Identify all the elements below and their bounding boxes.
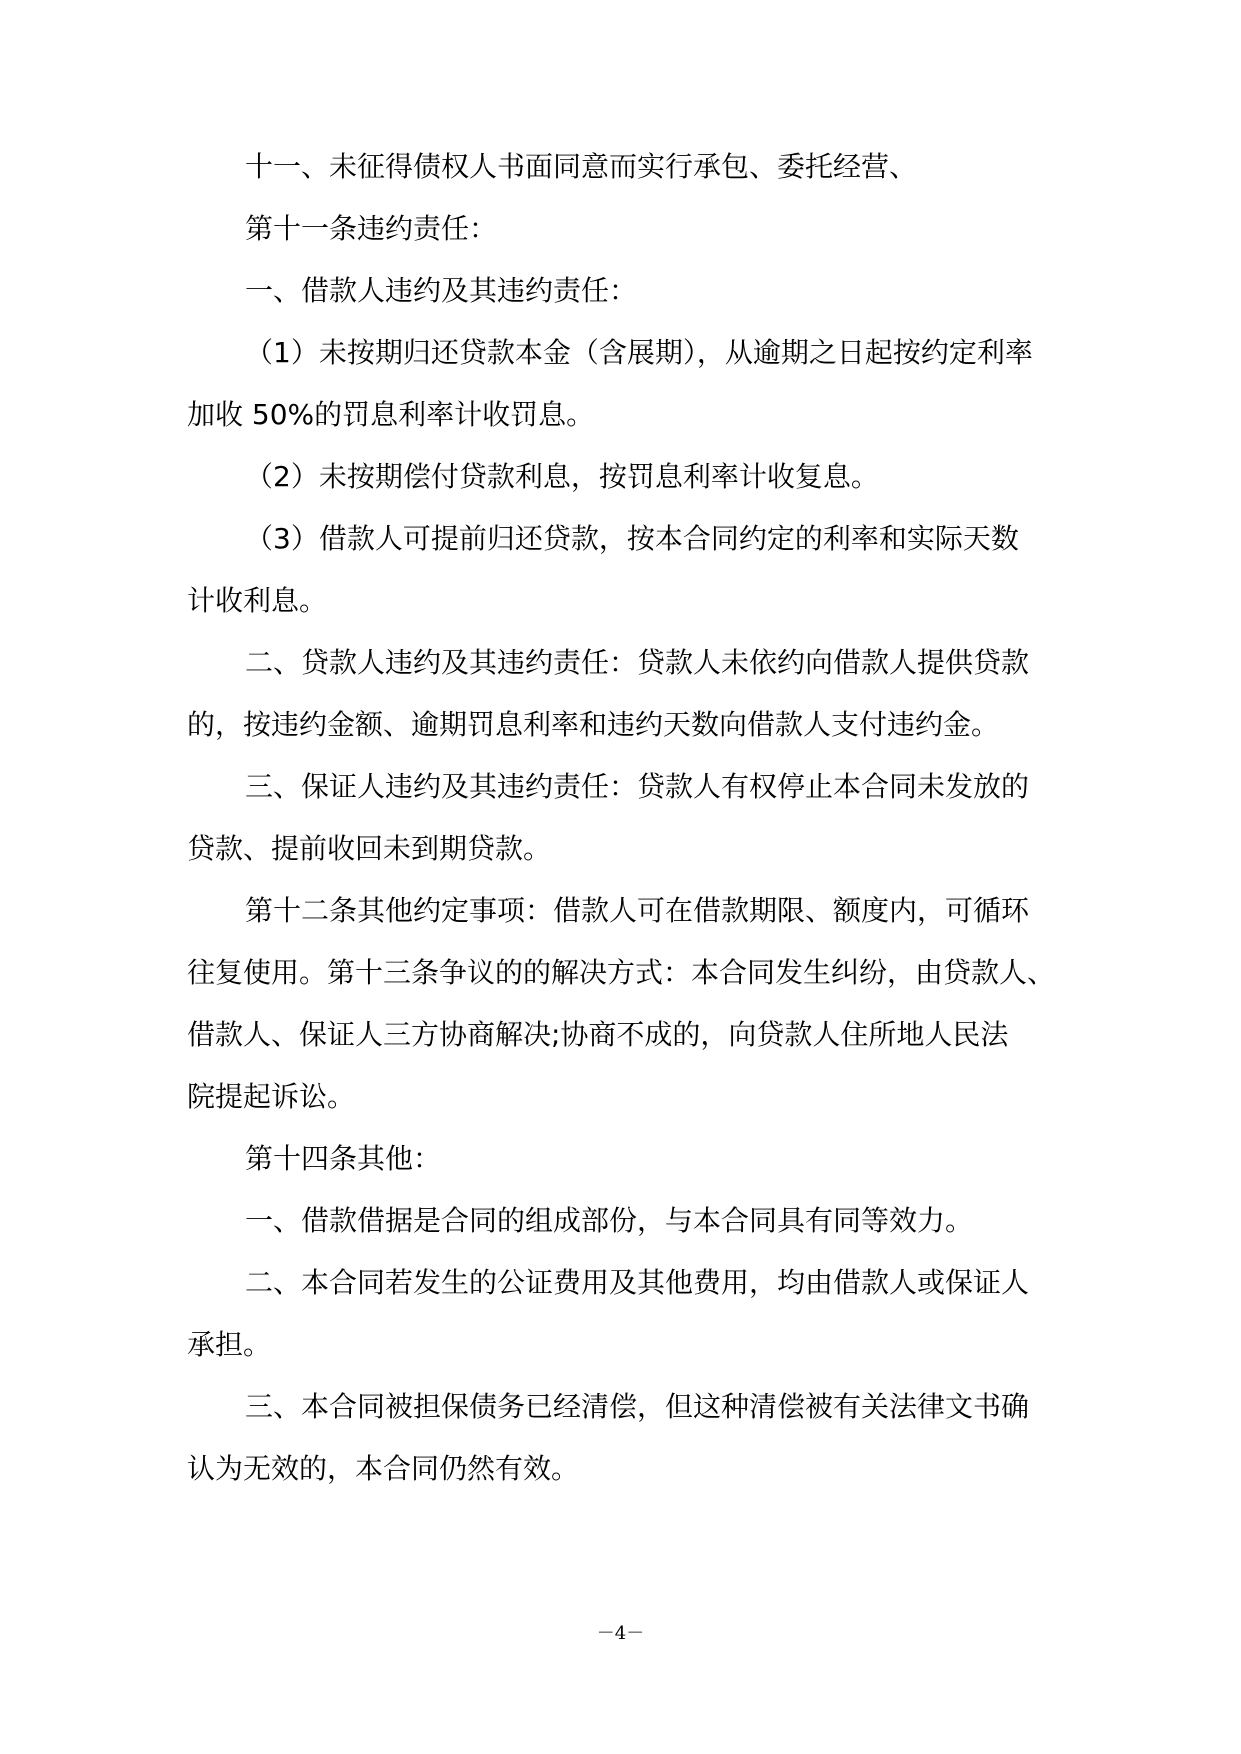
article-heading: 第十四条其他：	[245, 1142, 442, 1175]
text-line: 贷款、提前收回未到期贷款。	[187, 832, 552, 865]
text-line: 计收利息。	[187, 584, 328, 617]
text-line: 往复使用。第十三条争议的的解决方式：本合同发生纠纷，由贷款人、	[187, 956, 1056, 989]
text-line: （3）借款人可提前归还贷款，按本合同约定的利率和实际天数	[245, 522, 1019, 555]
text-line: 承担。	[187, 1328, 272, 1361]
text-line: 二、本合同若发生的公证费用及其他费用，均由借款人或保证人	[245, 1266, 1030, 1299]
text-line: 十一、未征得债权人书面同意而实行承包、委托经营、	[245, 150, 918, 183]
text-line: 加收 50%的罚息利率计收罚息。	[187, 398, 595, 431]
text-line: 的，按违约金额、逾期罚息利率和违约天数向借款人支付违约金。	[187, 708, 1000, 741]
article-heading: 第十二条其他约定事项：借款人可在借款期限、额度内，可循环	[245, 894, 1030, 927]
text-line: 三、保证人违约及其违约责任：贷款人有权停止本合同未发放的	[245, 770, 1030, 803]
text-line: 一、借款人违约及其违约责任：	[245, 274, 638, 307]
text-line: 一、借款借据是合同的组成部份，与本合同具有同等效力。	[245, 1204, 974, 1237]
article-heading: 第十一条违约责任：	[245, 212, 498, 245]
text-line: 三、本合同被担保债务已经清偿，但这种清偿被有关法律文书确	[245, 1390, 1030, 1423]
text-line: 认为无效的，本合同仍然有效。	[187, 1452, 580, 1485]
text-line: （2）未按期偿付贷款利息，按罚息利率计收复息。	[245, 460, 879, 493]
text-line: 院提起诉讼。	[187, 1080, 356, 1113]
text-line: 二、贷款人违约及其违约责任：贷款人未依约向借款人提供贷款	[245, 646, 1030, 679]
page-number: －4－	[596, 1623, 645, 1644]
text-line: （1）未按期归还贷款本金（含展期），从逾期之日起按约定利率	[245, 336, 1033, 369]
text-line: 借款人、保证人三方协商解决;协商不成的，向贷款人住所地人民法	[187, 1018, 1009, 1051]
